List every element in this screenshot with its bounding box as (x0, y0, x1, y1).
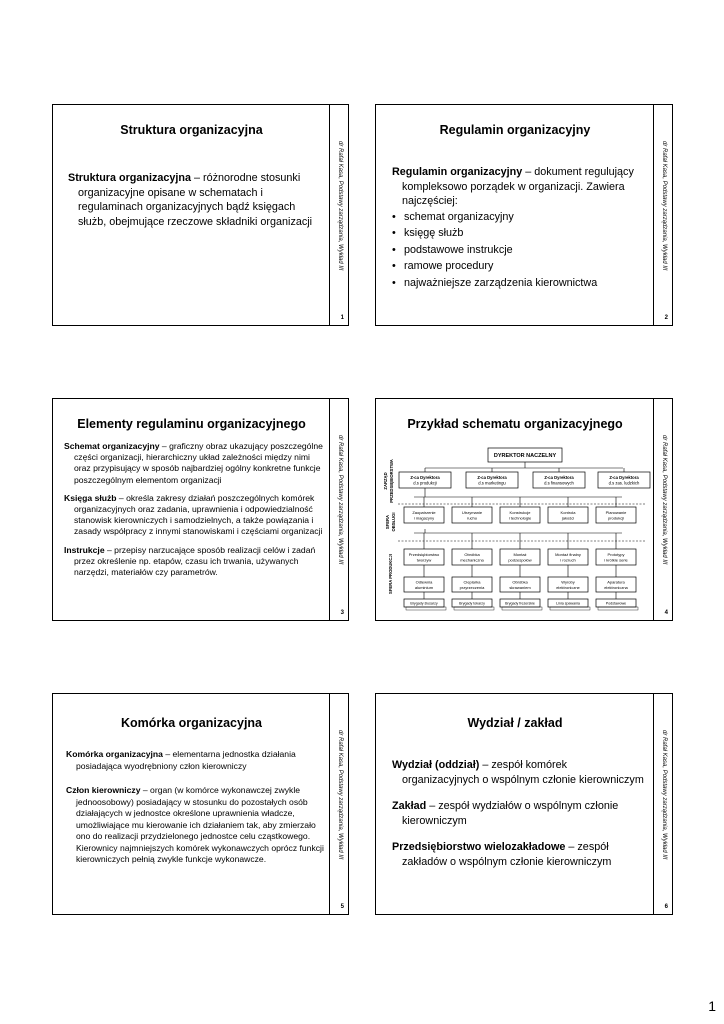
slide-title: Wydział / zakład (467, 716, 563, 730)
term: Struktura organizacyjna (68, 172, 191, 184)
bullet-list (392, 210, 644, 291)
definition: – różnorodne stosunki organizacyjne opisane w schematach i regulaminach organizacyjnych bądź księgach służb, obejmujące rzeczowe składniki organizacji (78, 172, 313, 228)
brigade-stack (502, 607, 542, 610)
service-box-label: Kontrola (560, 510, 576, 515)
divider (653, 399, 654, 620)
slide-title: Struktura organizacyjna (120, 123, 263, 137)
brigade-box-label: Linia spawania (556, 601, 580, 606)
deputy-box-label: d.s zas. ludzkich (608, 480, 640, 486)
list-item: • ramowe procedury (392, 259, 644, 274)
definition: – zespół komórek organizacyjnych o wspólnym członie kierowniczym (402, 759, 644, 786)
service-box-label: Zaopatrzenie (412, 510, 436, 515)
production-box-label: Przedsiębiorstwo (408, 552, 440, 557)
side-label: dr Rafał Kasa, Podstawy zarządzania, Wykład III (661, 141, 667, 271)
production-box-label: tworzyw (416, 557, 432, 563)
brigade-box-label: Podstawowe (605, 601, 627, 606)
term: Komórka organizacyjna (66, 749, 163, 759)
slide-body (68, 171, 318, 229)
zone-label-management: PRZEDSIĘBIORSTWA (389, 459, 394, 503)
paragraph (64, 493, 324, 538)
slide-number: 3 (340, 610, 344, 616)
term: Instrukcje (64, 544, 105, 555)
production-box-label: elektroniczna (604, 585, 628, 590)
divider (653, 105, 654, 325)
deputy-box-label: Z-ca Dyrektora (477, 475, 507, 480)
slide-3 (52, 398, 349, 621)
term: Przedsiębiorstwo wielozakładowe (392, 841, 566, 853)
divider (329, 105, 330, 325)
term: Księga służb (64, 492, 117, 503)
term: Regulamin organizacyjny (392, 166, 523, 178)
divider (329, 694, 330, 914)
slide-number: 1 (340, 315, 344, 321)
side-label: dr Rafał Kasa, Podstawy zarządzania, Wykład III (661, 435, 667, 565)
definition-paragraph (392, 165, 644, 209)
slide-2 (375, 104, 673, 326)
zone-label-management: ZARZĄD (383, 472, 388, 490)
term: Człon kierowniczy (66, 785, 141, 795)
slide-title: Komórka organizacyjna (120, 716, 262, 730)
zone-label-service: SFERA (385, 514, 390, 530)
page-number: 1 (708, 998, 716, 1014)
slide-6 (375, 693, 673, 915)
brigade-box-label: Brygady tokarzy (459, 601, 485, 606)
term: Schemat organizacyjny (64, 441, 160, 451)
slide-5 (52, 693, 349, 915)
production-box-label: i krótkie serie (604, 557, 628, 563)
production-box-label: mechaniczna (460, 557, 484, 563)
service-box-label: i magazyny (413, 515, 435, 521)
brigade-stack (406, 607, 446, 610)
brigade-stack (598, 607, 638, 610)
definition: – przepisy narzucające sposób realizacji celów i zadań przez określenie np. etapów, czasu ich trwania, używanych narzędzi, materiałów czy parametrów. (74, 544, 316, 578)
divider (329, 399, 330, 620)
definition: – graficzny obraz ukazujący poszczególne części organizacji, hierarchiczny układ zależności między nimi oraz przypisujący w sposób najbardziej ogólny konkretne funkcje poszczególnym elementom organizacji (74, 441, 323, 485)
service-box-label: i technologie (508, 515, 532, 521)
production-box-label: Prototypy (607, 552, 625, 557)
slide-title: Elementy regulaminu organizacyjnego (77, 417, 306, 431)
deputy-box-label: d.s marketingu (478, 480, 506, 486)
production-box-label: elektroniczne (556, 585, 580, 590)
production-box-label: Obróbka (512, 579, 528, 585)
term: Zakład (392, 800, 427, 812)
production-box-label: skrawaniem (509, 585, 531, 590)
brigade-stack (454, 607, 494, 610)
deputy-box-label: d.s produkcji (413, 480, 437, 486)
definition: – elementarna jednostka działania posiadająca wyodrębniony człon kierowniczy (76, 749, 296, 771)
definition: – określa zakresy działań poszczególnych komórek organizacyjnych oraz zadania, uprawnienia i odpowiedzialność stanowisk kierowniczych i samodzielnych, a także powiązania i zasady współpracy z innymi stanowiskami i częściami organizacji (74, 492, 323, 537)
side-label: dr Rafał Kasa, Podstawy zarządzania, Wykład III (337, 435, 343, 565)
paragraph (64, 441, 324, 486)
org-chart (376, 439, 656, 619)
divider (653, 694, 654, 914)
side-label: dr Rafał Kasa, Podstawy zarządzania, Wykład III (337, 141, 343, 271)
production-box-label: Montaż (513, 552, 527, 557)
slide-body (64, 441, 324, 578)
zone-label-service: OBSŁUGI (391, 512, 396, 532)
production-box-label: Obróbka (464, 552, 480, 557)
paragraph (392, 840, 646, 869)
slide-number: 2 (664, 315, 668, 321)
slide-title: Przykład schematu organizacyjnego (407, 417, 623, 431)
production-box-label: Cieplarka (463, 579, 481, 585)
production-box-label: Wyroby (561, 579, 575, 585)
definition: – zespół zakładów o wspólnym członie kierowniczym (402, 841, 612, 868)
deputy-box-label: Z-ca Dyrektora (609, 475, 639, 480)
service-box-label: ruchu (466, 515, 478, 521)
service-box-label: Planowanie (605, 510, 627, 515)
production-box-label: Odlewnia (415, 579, 433, 585)
service-box-label: Konstrukcje (509, 510, 531, 515)
paragraph (66, 785, 324, 866)
definition: – zespół wydziałów o wspólnym członie kierowniczym (402, 800, 619, 827)
production-box-label: przyrzeczenia (459, 585, 485, 590)
slide-body (392, 165, 644, 290)
paragraph (66, 749, 324, 772)
slide-number: 5 (340, 904, 344, 910)
side-label: dr Rafał Kasa, Podstawy zarządzania, Wykład III (661, 730, 667, 860)
production-box-label: Aparatura (607, 579, 625, 585)
deputy-box-label: d.s finansowych (544, 480, 574, 486)
production-box-label: Montaż finalny (555, 552, 581, 557)
slide-number: 4 (664, 610, 668, 616)
slide-4 (375, 398, 673, 621)
definition: – organ (w komórce wykonawczej zwykle jednoosobowy) posiadający w stosunku do pozostałych osób działających w jednostce określone uprawnienia władcze, umożliwiające mu kierowanie ich działaniem tak, aby zmierzało ono do realizacji przydzielonego jednostce celu cząstkowego. Kierownicy najmniejszych komórek wykonawczych oprócz funkcji kierowniczych pełnią zwykle funkcje wykonawcze. (76, 785, 324, 864)
definition: – dokument regulujący kompleksowo porządek w organizacji. Zawiera najczęściej: (402, 166, 634, 207)
production-box-label: i rozruch (560, 557, 576, 563)
production-box-label: podzespołów (508, 557, 532, 563)
deputy-box-label: Z-ca Dyrektora (544, 475, 574, 480)
term: Wydział (oddział) (392, 759, 480, 771)
brigade-stack (550, 607, 590, 610)
service-box-label: jakości (561, 515, 575, 521)
paragraph (392, 758, 646, 787)
slide-body (66, 749, 324, 866)
slide-1 (52, 104, 349, 326)
slide-title: Regulamin organizacyjny (439, 123, 591, 137)
list-item: • najważniejsze zarządzenia kierownictwa (392, 276, 644, 291)
slide-body (392, 758, 646, 869)
side-label: dr Rafał Kasa, Podstawy zarządzania, Wykład III (337, 730, 343, 860)
deputy-box-label: Z-ca Dyrektora (410, 475, 440, 480)
service-box-label: Utrzymanie (461, 510, 483, 515)
paragraph (392, 799, 646, 828)
brigade-box-label: Brygady ślusarzy (410, 601, 438, 606)
brigade-box-label: Brygady frezerskie (505, 601, 535, 606)
list-item: • schemat organizacyjny (392, 210, 644, 225)
list-item: • podstawowe instrukcje (392, 243, 644, 258)
director-box-label: DYREKTOR NACZELNY (493, 452, 557, 459)
list-item: • księgę służb (392, 226, 644, 241)
paragraph (64, 545, 324, 579)
production-box-label: aluminium (414, 585, 434, 590)
zone-label-production: SFERA PRODUKCJI (388, 554, 393, 594)
service-box-label: produkcji (607, 515, 625, 521)
slide-number: 6 (664, 904, 668, 910)
